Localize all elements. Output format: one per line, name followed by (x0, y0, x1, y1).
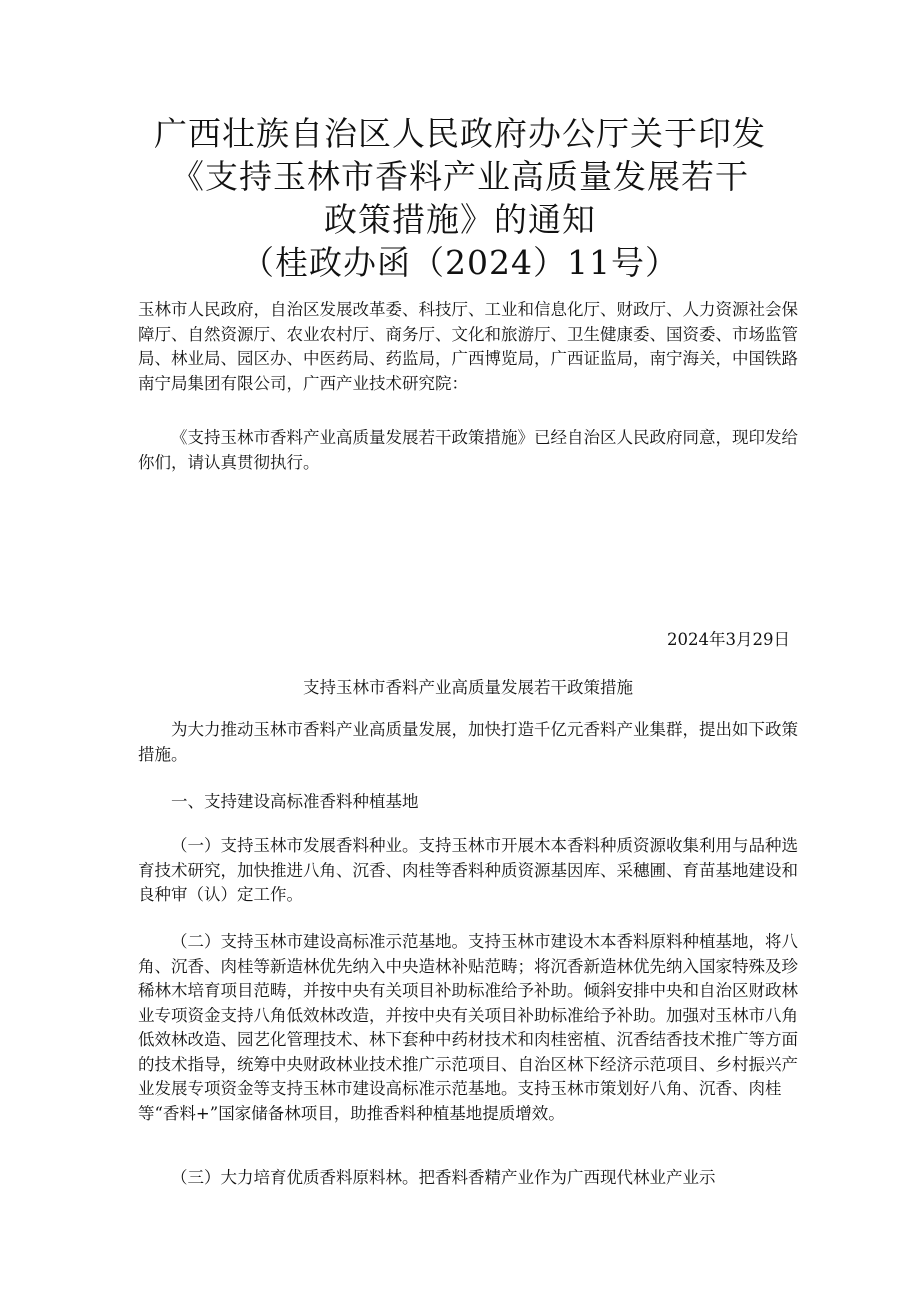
issue-date: 2024年3月29日 (667, 630, 790, 649)
section-1-heading: 一、支持建设高标准香料种植基地 (171, 792, 419, 811)
document-title (120, 112, 800, 284)
item-1-paragraph: （一）支持玉林市发展香料种业。支持玉林市开展木本香料种质资源收集利用与品种选育技术研究，加快推进八角、沉香、肉桂等香料种质资源基因库、采穗圃、育苗基地建设和良种审（认）定工作。 (138, 836, 798, 904)
title-line-3: 政策措施》的通知 (324, 200, 596, 239)
title-line-2: 《支持玉林市香料产业高质量发展若干 (171, 157, 749, 196)
notice-body-paragraph: 《支持玉林市香料产业高质量发展若干政策措施》已经自治区人民政府同意，现印发给你们，请认真贯彻执行。 (138, 428, 798, 472)
item-3-paragraph: （三）大力培育优质香料原料林。把香料香精产业作为广西现代林业产业示 (171, 1168, 716, 1187)
title-line-1: 广西壮族自治区人民政府办公厅关于印发 (154, 114, 766, 153)
policy-title: 支持玉林市香料产业高质量发展若干政策措施 (303, 678, 633, 697)
item-2-paragraph: （二）支持玉林市建设高标准示范基地。支持玉林市建设木本香料原料种植基地，将八角、沉香、肉桂等新造林优先纳入中央造林补贴范畴；将沉香新造林优先纳入国家特殊及珍稀林木培育项目范畴，并按中央有关项目补助标准给予补助。倾斜安排中央和自治区财政林业专项资金支持八角低效林改造，并按中央有关项目补助标准给予补助。加强对玉林市八角低效林改造、园艺化管理技术、林下套种中药材技术和肉桂密植、沉香结香技术推广等方面的技术指导，统筹中央财政林业技术推广示范项目、自治区林下经济示范项目、乡村振兴产业发展专项资金等支持玉林市建设高标准示范基地。支持玉林市策划好八角、沉香、肉桂等“香料+”国家储备林项目，助推香料种植基地提质增效。 (138, 932, 798, 1123)
intro-paragraph: 为大力推动玉林市香料产业高质量发展，加快打造千亿元香料产业集群，提出如下政策措施。 (138, 720, 798, 764)
recipients-paragraph: 玉林市人民政府，自治区发展改革委、科技厅、工业和信息化厅、财政厅、人力资源社会保障厅、自然资源厅、农业农村厅、商务厅、文化和旅游厅、卫生健康委、国资委、市场监管局、林业局、园区办、中医药局、药监局，广西博览局，广西证监局，南宁海关，中国铁路南宁局集团有限公司，广西产业技术研究院： (138, 300, 798, 393)
document-number: （桂政办函（2024）11号） (241, 243, 679, 282)
